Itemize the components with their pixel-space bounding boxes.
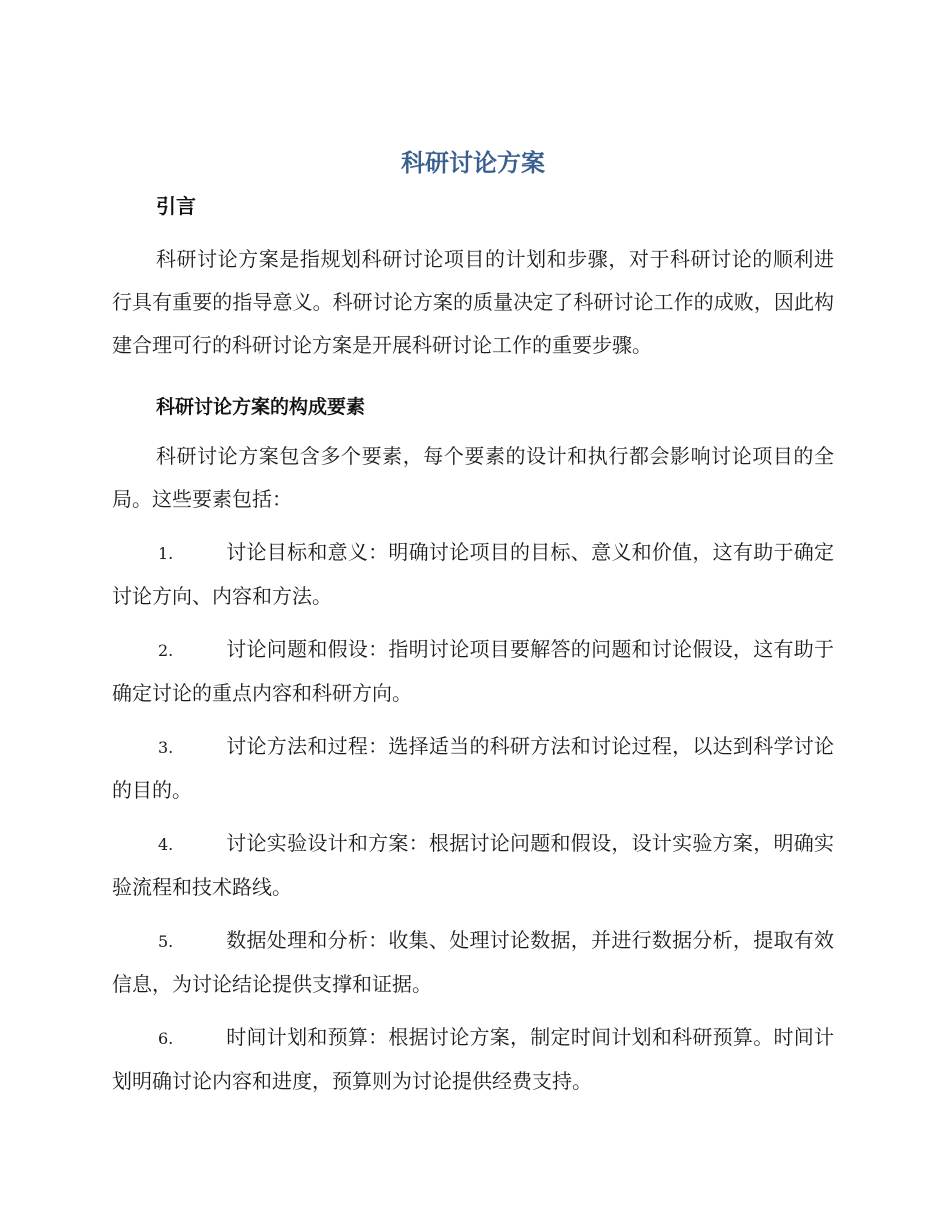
list-item-number: 4. [158,835,174,854]
list-item-text: 讨论方法和过程：选择适当的科研方法和讨论过程，以达到科学讨论的目的。 [112,734,834,802]
list-item-number: 5. [158,932,174,951]
list-item [112,919,834,1006]
list-item-number: 3. [158,738,174,757]
list-item [112,531,834,618]
list-item-text: 数据处理和分析：收集、处理讨论数据，并进行数据分析，提取有效信息，为讨论结论提供支撑和证据。 [112,928,834,996]
section-heading-components: 科研讨论方案的构成要素 [156,396,366,418]
list-item-number: 1. [158,544,174,563]
components-paragraph: 科研讨论方案包含多个要素，每个要素的设计和执行都会影响讨论项目的全局。这些要素包括： [112,444,834,511]
list-item-number: 6. [158,1029,174,1048]
list-item-text: 讨论目标和意义：明确讨论项目的目标、意义和价值，这有助于确定讨论方向、内容和方法。 [112,540,834,608]
introduction-paragraph: 科研讨论方案是指规划科研讨论项目的计划和步骤，对于科研讨论的顺利进行具有重要的指导意义。科研讨论方案的质量决定了科研讨论工作的成败，因此构建合理可行的科研讨论方案是开展科研讨论工作的重要步骤。 [112,247,834,357]
list-item [112,1016,834,1103]
list-item [112,822,834,909]
components-list [112,531,834,1103]
list-item-text: 讨论实验设计和方案：根据讨论问题和假设，设计实验方案，明确实验流程和技术路线。 [112,831,834,899]
document-page [112,140,834,1103]
document-title: 科研讨论方案 [401,149,545,177]
list-item [112,628,834,715]
list-item [112,725,834,812]
section-introduction [112,186,834,367]
list-item-text: 时间计划和预算：根据讨论方案，制定时间计划和科研预算。时间计划明确讨论内容和进度，预算则为讨论提供经费支持。 [112,1025,834,1093]
list-item-text: 讨论问题和假设：指明讨论项目要解答的问题和讨论假设，这有助于确定讨论的重点内容和科研方向。 [112,637,834,705]
list-item-number: 2. [158,641,174,660]
section-heading-introduction: 引言 [156,194,196,218]
section-components [112,387,834,1103]
